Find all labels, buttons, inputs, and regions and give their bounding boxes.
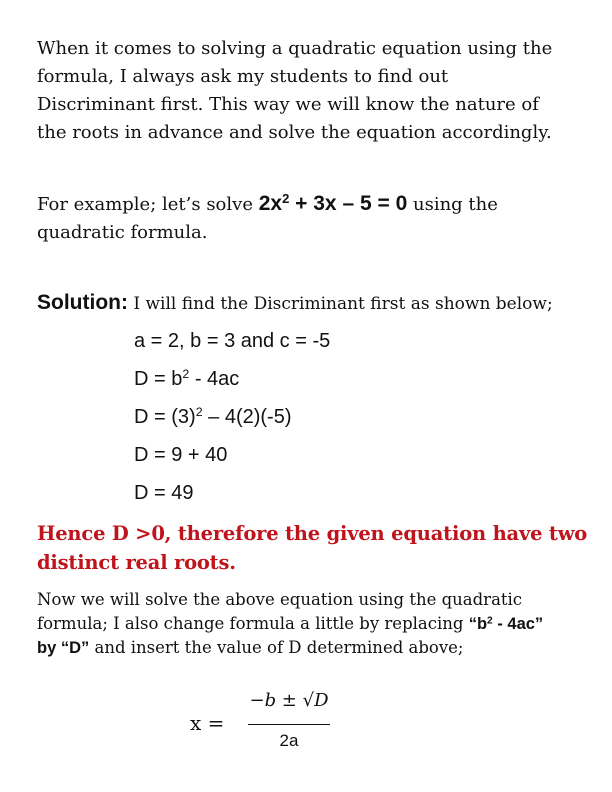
replaced-expression: “$b^2 - 4ac$”: [468, 615, 544, 633]
intro-line-4: the roots in advance and solve the equation accordingly.: [37, 122, 552, 143]
example-line-2: quadratic formula.: [37, 222, 208, 243]
example-equation: $2x^2 + 3x - 5 = 0$: [258, 190, 408, 215]
intro-line-1: When it comes to solving a quadratic equation using the: [37, 38, 553, 59]
next-line-1: Now we will solve the above equation using the quadratic: [37, 590, 523, 609]
formula-numerator: −b ± √D: [249, 690, 329, 711]
formula-denominator: 2a: [279, 731, 299, 750]
example-line-1: [37, 192, 498, 216]
example-prefix: For example; let’s solve: [37, 194, 253, 215]
fraction-bar: [248, 724, 330, 725]
replacement-symbol: by “D”: [37, 639, 90, 657]
step-discriminant-formula: $D = b^2 - 4ac$: [134, 367, 240, 390]
formula-lhs: x =: [190, 711, 225, 735]
step-substitution: $D = (3)^2 - 4(2)(-5)$: [134, 405, 292, 428]
solution-line: [37, 291, 553, 315]
next-line-2: formula; I also change formula a little by replacing “$b^2 - 4ac$”: [37, 614, 544, 633]
step-sum: D = 9 + 40: [134, 444, 228, 466]
example-suffix: using the: [412, 194, 498, 215]
solution-label: Solution:: [37, 291, 128, 314]
conclusion-line-2: distinct real roots.: [37, 551, 236, 574]
step-result: D = 49: [134, 482, 194, 504]
solution-text: I will find the Discriminant first as shown below;: [133, 294, 553, 314]
step-values: a = 2, b = 3 and c = -5: [134, 330, 331, 352]
next-line-3: by “D” and insert the value of D determined above;: [37, 638, 464, 657]
intro-line-2: formula, I always ask my students to find out: [37, 66, 449, 87]
conclusion-line-1: Hence D >0, therefore the given equation have two: [37, 522, 588, 545]
intro-line-3: Discriminant first. This way we will know the nature of: [37, 94, 539, 115]
